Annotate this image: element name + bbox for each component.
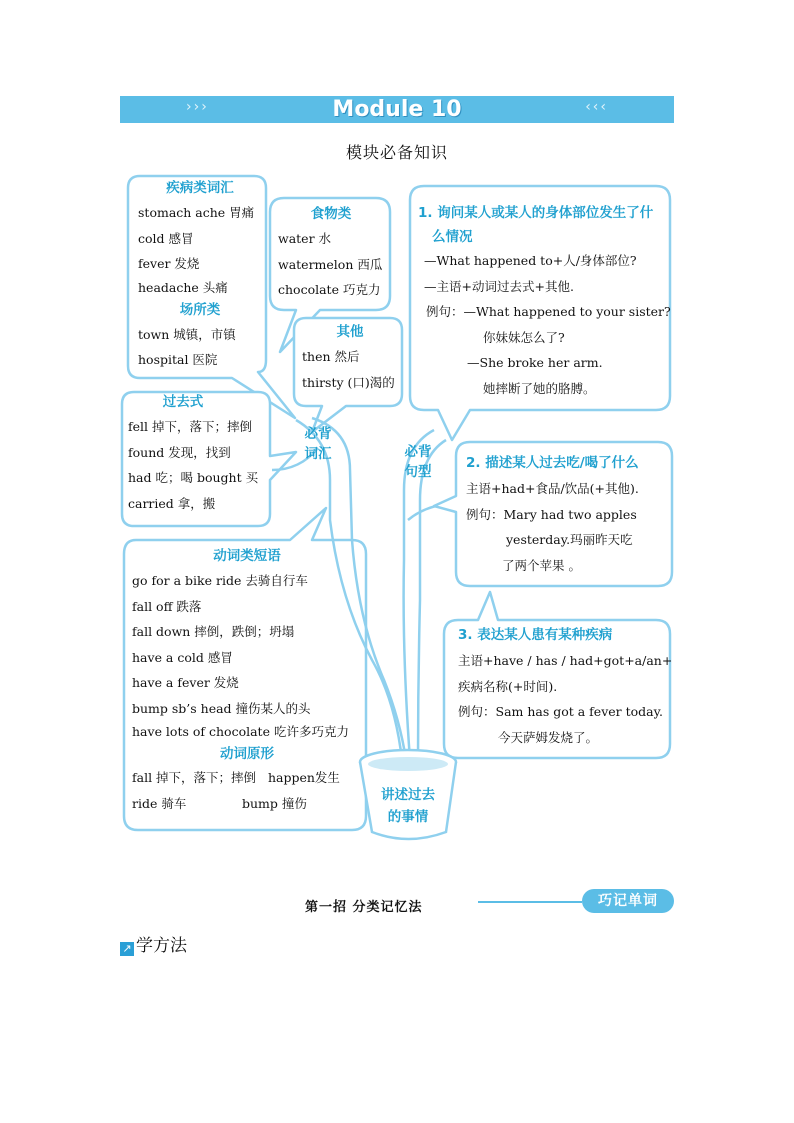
label-must-sentences: 必背 句型 <box>404 444 432 480</box>
block-sentence-1 <box>418 200 671 401</box>
heading-food: 食物类 <box>310 206 352 222</box>
block-sentence-3 <box>458 622 673 750</box>
list-item: go for a bike ride 去骑自行车 <box>132 573 308 588</box>
block-illness <box>138 176 262 373</box>
heading-past-tense: 过去式 <box>162 394 204 410</box>
heading-verb-base: 动词原形 <box>220 746 274 762</box>
pattern-line: 疾病名称(+时间). <box>458 678 558 694</box>
list-item: stomach ache 胃痛 <box>138 205 255 220</box>
list-item: ride 骑车 bump 撞伤 <box>132 795 307 811</box>
list-item: then 然后 <box>302 349 360 364</box>
list-item: cold 感冒 <box>138 230 194 246</box>
branch-right-s2 <box>408 506 436 520</box>
label-must-words: 必背 词汇 <box>304 426 332 462</box>
heading-places: 场所类 <box>179 301 221 318</box>
block-verb-phrases <box>132 544 362 816</box>
heading-sentence-3: 3. 表达某人患有某种疾病 <box>458 627 613 643</box>
list-item: bump sb’s head 撞伤某人的头 <box>132 700 311 716</box>
list-item: have lots of chocolate 吃许多巧克力 <box>132 724 349 739</box>
learn-method-label: 学方法 <box>136 936 187 956</box>
example-translation: 了两个苹果 。 <box>502 557 581 573</box>
learn-method-heading <box>120 931 187 956</box>
heading-sentence-2: 2. 描述某人过去吃/喝了什么 <box>466 455 639 471</box>
heading-sentence-1: 1. 询问某人或某人的身体部位发生了什 <box>418 205 654 221</box>
list-item: headache 头痛 <box>138 279 228 295</box>
list-item: fall 掉下，落下；摔倒 happen发生 <box>132 770 340 785</box>
example-line: —She broke her arm. <box>467 355 603 370</box>
heading-illness: 疾病类词汇 <box>166 180 234 196</box>
trunk-right-inner <box>418 440 446 760</box>
example-translation: 你妹妹怎么了? <box>483 329 565 345</box>
list-item: thirsty (口)渴的 <box>302 374 395 390</box>
list-item: hospital 医院 <box>138 352 218 367</box>
list-item: town 城镇，市镇 <box>138 326 236 342</box>
block-sentence-2 <box>466 450 670 578</box>
block-food <box>278 202 384 303</box>
pattern-line: 主语+had+食品/饮品(+其他). <box>466 481 639 496</box>
list-item: watermelon 西瓜 <box>278 256 383 272</box>
pattern-line: —主语+动词过去式+其他. <box>424 278 574 294</box>
pattern-line: —What happened to+人/身体部位? <box>424 253 637 268</box>
method-arrow <box>478 901 582 903</box>
heading-other: 其他 <box>336 324 364 340</box>
learn-arrow-icon: ↗ <box>120 942 134 956</box>
example-translation: 她摔断了她的胳膊。 <box>483 380 596 396</box>
list-item: fall down 摔倒，跌倒；坍塌 <box>132 624 295 639</box>
list-item: chocolate 巧克力 <box>278 282 381 297</box>
page-subtitle: 模块必备知识 <box>345 143 448 162</box>
list-item: have a cold 感冒 <box>132 649 233 665</box>
label-cup: 讲述过去 的事情 <box>381 787 435 825</box>
example-line: 例句：Sam has got a fever today. <box>458 704 663 719</box>
method-badge: 巧记单词 <box>582 889 674 913</box>
example-line: 例句：—What happened to your sister? <box>426 304 671 319</box>
banner-arrows-right: ‹‹‹ <box>585 99 608 115</box>
list-item: carried 拿，搬 <box>128 495 216 511</box>
list-item: had 吃；喝 bought 买 <box>128 470 259 485</box>
example-translation: 今天萨姆发烧了。 <box>498 729 599 745</box>
heading-sentence-1-cont: 么情况 <box>432 229 473 245</box>
list-item: found 发现，找到 <box>128 444 231 460</box>
list-item: water 水 <box>278 231 332 246</box>
method-title: 第一招 分类记忆法 <box>305 900 423 915</box>
list-item: fall off 跌落 <box>132 598 202 614</box>
example-line: 例句：Mary had two apples <box>466 506 637 522</box>
module-title: Module 10 <box>332 97 462 122</box>
list-item: fell 掉下，落下；摔倒 <box>128 419 252 434</box>
heading-verb-phrases: 动词类短语 <box>213 548 281 564</box>
list-item: fever 发烧 <box>138 256 200 271</box>
block-past-tense <box>128 390 268 516</box>
pattern-line: 主语+have / has / had+got+a/an+ <box>458 653 673 668</box>
example-line: yesterday.玛丽昨天吃 <box>506 532 633 547</box>
banner-arrows-left: ››› <box>186 99 209 115</box>
block-other <box>302 320 398 395</box>
list-item: have a fever 发烧 <box>132 675 239 690</box>
